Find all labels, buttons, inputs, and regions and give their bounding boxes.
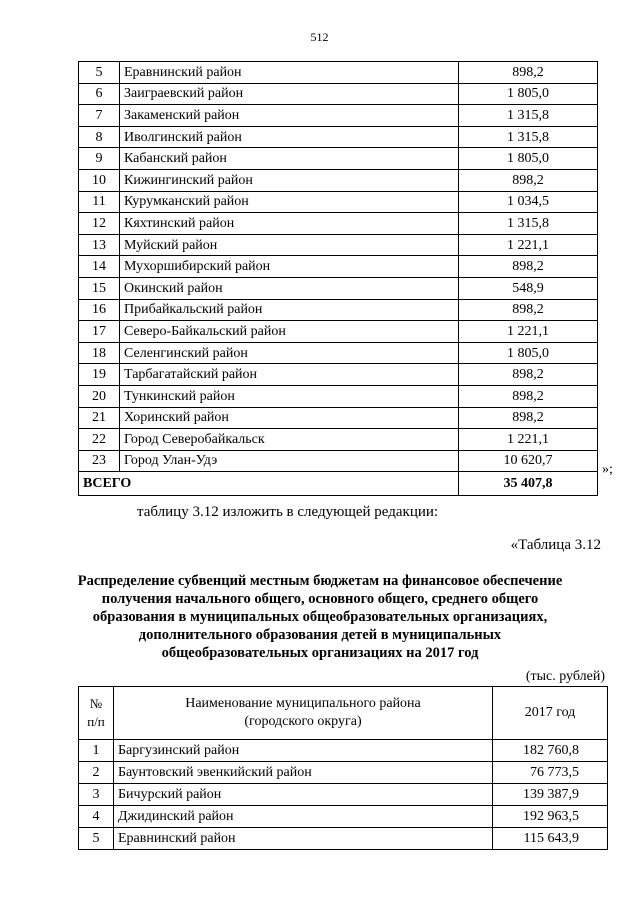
district-name: Курумканский район	[120, 191, 459, 213]
row-number: 7	[79, 105, 120, 127]
district-name: Селенгинский район	[120, 342, 459, 364]
table-row	[79, 429, 598, 451]
table-row	[79, 806, 608, 828]
district-name: Заиграевский район	[120, 83, 459, 105]
table-row	[79, 169, 598, 191]
header-name-line: (городского округа)	[244, 714, 362, 729]
title-line: Распределение субвенций местным бюджетам на финансовое обеспечение	[77, 573, 563, 589]
row-number: 21	[79, 407, 120, 429]
row-number: 3	[79, 784, 114, 806]
district-name: Баунтовский эвенкийский район	[114, 762, 493, 784]
table-row	[79, 256, 598, 278]
row-number: 14	[79, 256, 120, 278]
table-row	[79, 342, 598, 364]
table-row	[79, 299, 598, 321]
district-name: Хоринский район	[120, 407, 459, 429]
subsidy-value: 1 221,1	[459, 429, 598, 451]
table-row	[79, 762, 608, 784]
table-title	[60, 572, 580, 662]
row-number: 5	[79, 62, 120, 84]
subsidy-value: 1 315,8	[459, 213, 598, 235]
subsidy-value: 10 620,7	[459, 450, 598, 472]
subsidy-table-2017	[78, 686, 608, 850]
district-name: Еравнинский район	[114, 828, 493, 850]
district-name: Закаменский район	[120, 105, 459, 127]
row-number: 1	[79, 740, 114, 762]
table-row	[79, 321, 598, 343]
subsidy-value: 548,9	[459, 277, 598, 299]
subsidy-value: 115 643,9	[493, 828, 608, 850]
header-name	[114, 687, 493, 740]
district-name: Джидинский район	[114, 806, 493, 828]
row-number: 20	[79, 385, 120, 407]
table-row	[79, 105, 598, 127]
subsidy-value: 898,2	[459, 364, 598, 386]
subsidy-value: 1 805,0	[459, 342, 598, 364]
table-row	[79, 407, 598, 429]
row-number: 10	[79, 169, 120, 191]
table-row	[79, 126, 598, 148]
total-row	[79, 472, 598, 496]
row-number: 18	[79, 342, 120, 364]
table-row	[79, 784, 608, 806]
header-year: 2017 год	[493, 687, 608, 740]
page-number: 512	[310, 30, 329, 44]
title-line: дополнительного образования детей в муниципальных	[138, 627, 502, 643]
subsidy-value: 182 760,8	[493, 740, 608, 762]
table-row	[79, 62, 598, 84]
subsidy-value: 898,2	[459, 407, 598, 429]
district-name: Город Улан-Удэ	[120, 450, 459, 472]
header-number-symbol: №	[89, 696, 103, 711]
row-number: 9	[79, 148, 120, 170]
header-number	[79, 687, 114, 740]
row-number: 22	[79, 429, 120, 451]
header-name-line: Наименование муниципального района	[185, 696, 421, 711]
row-number: 13	[79, 234, 120, 256]
district-name: Окинский район	[120, 277, 459, 299]
district-name: Муйский район	[120, 234, 459, 256]
subsidy-value: 1 805,0	[459, 148, 598, 170]
total-label: ВСЕГО	[79, 472, 459, 496]
header-number-abbr: п/п	[87, 714, 105, 729]
subsidy-value: 1 315,8	[459, 105, 598, 127]
district-name: Город Северобайкальск	[120, 429, 459, 451]
title-line: получения начального общего, основного общего, среднего общего	[101, 591, 539, 607]
row-number: 23	[79, 450, 120, 472]
table-row	[79, 148, 598, 170]
table-row	[79, 234, 598, 256]
subsidy-value: 898,2	[459, 385, 598, 407]
row-number: 17	[79, 321, 120, 343]
district-name: Иволгинский район	[120, 126, 459, 148]
district-name: Кабанский район	[120, 148, 459, 170]
row-number: 12	[79, 213, 120, 235]
district-name: Еравнинский район	[120, 62, 459, 84]
table-row	[79, 740, 608, 762]
row-number: 16	[79, 299, 120, 321]
district-name: Кижингинский район	[120, 169, 459, 191]
row-number: 15	[79, 277, 120, 299]
table-row	[79, 450, 598, 472]
table-caption: «Таблица 3.12	[510, 537, 601, 553]
subsidy-value: 898,2	[459, 62, 598, 84]
row-number: 5	[79, 828, 114, 850]
district-name: Тункинский район	[120, 385, 459, 407]
subsidy-value: 1 315,8	[459, 126, 598, 148]
subsidy-value: 1 221,1	[459, 321, 598, 343]
closing-quote: »;	[602, 462, 613, 477]
instruction-paragraph: таблицу 3.12 изложить в следующей редакции:	[137, 504, 439, 520]
table-header-row	[79, 687, 608, 740]
subsidy-value: 898,2	[459, 299, 598, 321]
title-line: образования в муниципальных общеобразовательных организациях,	[92, 609, 548, 625]
row-number: 6	[79, 83, 120, 105]
subsidy-value: 898,2	[459, 169, 598, 191]
district-name: Баргузинский район	[114, 740, 493, 762]
table-row	[79, 364, 598, 386]
subsidy-value: 898,2	[459, 256, 598, 278]
subsidy-value: 1 805,0	[459, 83, 598, 105]
district-name: Северо-Байкальский район	[120, 321, 459, 343]
table-row	[79, 213, 598, 235]
subsidy-value: 76 773,5	[493, 762, 608, 784]
district-name: Кяхтинский район	[120, 213, 459, 235]
table-row	[79, 385, 598, 407]
subsidy-value: 1 034,5	[459, 191, 598, 213]
row-number: 4	[79, 806, 114, 828]
subsidy-value: 1 221,1	[459, 234, 598, 256]
table-row	[79, 191, 598, 213]
table-body	[79, 62, 598, 496]
title-line: общеобразовательных организациях на 2017 год	[161, 645, 479, 661]
row-number: 8	[79, 126, 120, 148]
table-row	[79, 277, 598, 299]
subsidy-value: 139 387,9	[493, 784, 608, 806]
district-name: Прибайкальский район	[120, 299, 459, 321]
row-number: 11	[79, 191, 120, 213]
subsidy-table-continued	[78, 61, 598, 496]
row-number: 2	[79, 762, 114, 784]
table-body	[79, 687, 608, 850]
table-row	[79, 83, 598, 105]
subsidy-value: 192 963,5	[493, 806, 608, 828]
table-row	[79, 828, 608, 850]
district-name: Бичурский район	[114, 784, 493, 806]
units-label: (тыс. рублей)	[525, 669, 605, 684]
total-value: 35 407,8	[459, 472, 598, 496]
district-name: Мухоршибирский район	[120, 256, 459, 278]
row-number: 19	[79, 364, 120, 386]
district-name: Тарбагатайский район	[120, 364, 459, 386]
